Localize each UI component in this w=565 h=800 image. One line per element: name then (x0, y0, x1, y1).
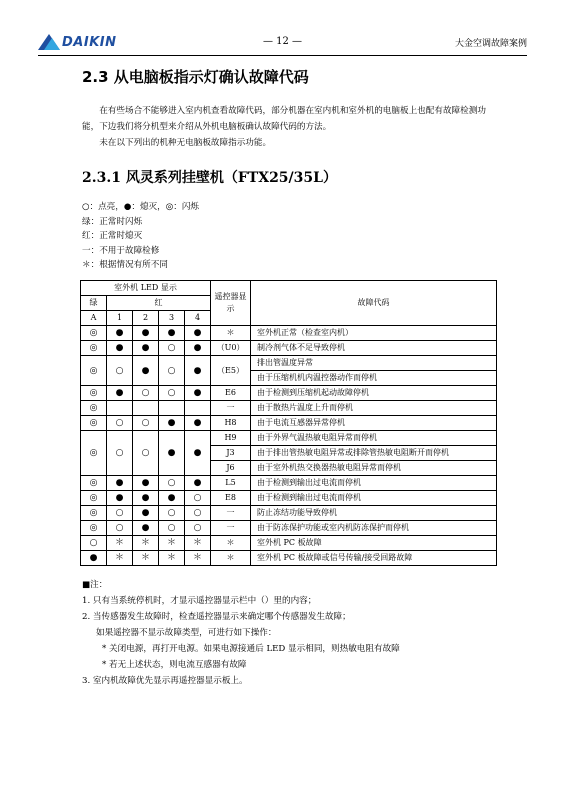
led-2: ○ (133, 386, 159, 401)
led-3 (159, 401, 185, 416)
led-3: ● (159, 491, 185, 506)
fault-description: 由于防冻保护功能或室内机防冻保护而停机 (251, 521, 497, 536)
led-2: ＊ (133, 536, 159, 551)
led-4: ○ (185, 521, 211, 536)
led-1: ● (107, 476, 133, 491)
table-row (81, 536, 497, 551)
fault-description: 由于外界气温热敏电阻异常而停机 (251, 431, 497, 446)
led-4: ● (185, 476, 211, 491)
notes-title: ■注： (82, 580, 108, 590)
led-a: ● (81, 551, 107, 566)
led-1: ○ (107, 356, 133, 386)
note-subitem: 如果遥控器不显示故障类型，可进行如下操作： (96, 628, 277, 638)
fault-description: 由于排出管热敏电阻异常或排除管热敏电阻断开而停机 (251, 446, 497, 461)
led-3: ○ (159, 386, 185, 401)
table-row (81, 416, 497, 431)
legend-line: 红：正常时熄灭 (82, 231, 143, 242)
red-header: 红 (107, 296, 211, 311)
led-1: ● (107, 386, 133, 401)
led-a: ◎ (81, 416, 107, 431)
led-4: ○ (185, 491, 211, 506)
remote-code: J3 (211, 446, 251, 461)
led-3: ○ (159, 341, 185, 356)
led-4: ● (185, 386, 211, 401)
led-a: ◎ (81, 386, 107, 401)
led-1: ○ (107, 506, 133, 521)
led-4: ＊ (185, 551, 211, 566)
section-title: 2.3 从电脑板指示灯确认故障代码 (82, 68, 309, 86)
led-3: ＊ (159, 551, 185, 566)
fault-description: 由于检测到输出过电流而停机 (251, 476, 497, 491)
led-a: ◎ (81, 326, 107, 341)
remote-code: E6 (211, 386, 251, 401)
fault-description: 排出管温度异常 (251, 356, 497, 371)
led-1: ○ (107, 521, 133, 536)
led-1: ＊ (107, 536, 133, 551)
remote-code: ＊ (211, 551, 251, 566)
note-item: 2. 当传感器发生故障时，检查遥控器显示来确定哪个传感器发生故障； (82, 612, 351, 622)
fault-description: 制冷剂气体不足导致停机 (251, 341, 497, 356)
remote-code: H8 (211, 416, 251, 431)
table-row (81, 521, 497, 536)
fault-description: 由于电流互感器异常停机 (251, 416, 497, 431)
remote-code: （U0） (211, 341, 251, 356)
remote-code: 一 (211, 401, 251, 416)
led-3: ＊ (159, 536, 185, 551)
table-row (81, 341, 497, 356)
led-a: ◎ (81, 491, 107, 506)
led-2: ● (133, 491, 159, 506)
led-a: ○ (81, 536, 107, 551)
header-rule (38, 55, 527, 56)
note-paragraph: 未在以下列出的机种无电脑板故障指示功能。 (99, 138, 272, 148)
remote-code: ＊ (211, 536, 251, 551)
intro-paragraph: 在有些场合不能够进入室内机查看故障代码，部分机器在室内机和室外机的电脑板上也配有故障检测功能，下边我们将分机型来介绍从外机电脑板确认故障代码的方法。 (82, 106, 486, 132)
led-a: ◎ (81, 521, 107, 536)
led-4: ● (185, 326, 211, 341)
legend-line: 一：不用于故障检修 (82, 245, 160, 256)
led-1 (107, 401, 133, 416)
led-3: ● (159, 326, 185, 341)
led-a: ◎ (81, 506, 107, 521)
led-2 (133, 401, 159, 416)
led-1: ● (107, 326, 133, 341)
led-1: ○ (107, 416, 133, 431)
col-a-header: A (81, 311, 107, 326)
table-row (81, 356, 497, 371)
led-3: ● (159, 431, 185, 476)
led-3: ○ (159, 356, 185, 386)
fault-description: 由于检测到输出过电流而停机 (251, 491, 497, 506)
note-item: 1. 只有当系统停机时，才显示遥控器显示栏中（）里的内容； (82, 596, 317, 606)
legend-line: ○：点亮，●：熄灭，◎：闪烁 (82, 202, 200, 212)
page-header (38, 28, 527, 56)
note-subitem: * 若无上述状态，则电流互感器有故障 (102, 660, 247, 670)
led-4: ● (185, 416, 211, 431)
logo-text: DAIKIN (62, 34, 117, 50)
remote-code: （E5） (211, 356, 251, 386)
led-a: ◎ (81, 431, 107, 476)
fault-code-table (80, 280, 497, 566)
fault-description: 室外机 PC 板故障或信号传输/接受回路故障 (251, 551, 497, 566)
led-4 (185, 401, 211, 416)
running-title: 大金空调故障案例 (454, 39, 527, 49)
led-3: ○ (159, 476, 185, 491)
led-2: ● (133, 326, 159, 341)
led-a: ◎ (81, 476, 107, 491)
col-1-header: 1 (107, 311, 133, 326)
legend-line: 绿：正常时闪烁 (82, 216, 143, 227)
fault-description: 由于检测到压缩机起动故障停机 (251, 386, 497, 401)
symbol-legend (82, 200, 199, 273)
led-2: ● (133, 341, 159, 356)
remote-header: 遥控器显示 (211, 281, 251, 326)
led-2: ● (133, 506, 159, 521)
led-1: ● (107, 491, 133, 506)
green-header: 绿 (81, 296, 107, 311)
led-4: ● (185, 341, 211, 356)
fault-description: 由于室外机热交换器热敏电阻异常而停机 (251, 461, 497, 476)
remote-code: L5 (211, 476, 251, 491)
led-2: ● (133, 356, 159, 386)
remote-code: H9 (211, 431, 251, 446)
note-item: 3. 室内机故障优先显示再遥控器显示板上。 (82, 676, 248, 686)
led-3: ● (159, 416, 185, 431)
col-3-header: 3 (159, 311, 185, 326)
led-2: ○ (133, 416, 159, 431)
fault-description: 由于散热片温度上升而停机 (251, 401, 497, 416)
table-row (81, 431, 497, 446)
table-row (81, 506, 497, 521)
table-row (81, 476, 497, 491)
fault-description: 室外机 PC 板故障 (251, 536, 497, 551)
led-3: ○ (159, 506, 185, 521)
led-2: ＊ (133, 551, 159, 566)
fault-description: 防止冻结功能导致停机 (251, 506, 497, 521)
led-a: ◎ (81, 401, 107, 416)
remote-code: J6 (211, 461, 251, 476)
led-4: ● (185, 431, 211, 476)
fault-header: 故障代码 (251, 281, 497, 326)
led-1: ○ (107, 431, 133, 476)
remote-code: 一 (211, 506, 251, 521)
led-1: ● (107, 341, 133, 356)
note-subitem: * 关闭电源，再打开电源。如果电源接通后 LED 显示相同，则热敏电阻有故障 (102, 644, 400, 654)
led-2: ● (133, 521, 159, 536)
remote-code: 一 (211, 521, 251, 536)
led-4: ＊ (185, 536, 211, 551)
col-4-header: 4 (185, 311, 211, 326)
legend-line: ＊：根据情况有所不同 (82, 260, 168, 271)
led-4: ○ (185, 506, 211, 521)
notes-section (82, 577, 400, 689)
led-group-header: 室外机 LED 显示 (81, 281, 211, 296)
led-a: ◎ (81, 341, 107, 356)
table-row (81, 401, 497, 416)
subsection-title: 2.3.1 风灵系列挂壁机（FTX25/35L） (82, 170, 337, 186)
page-number: — 12 — (262, 36, 303, 47)
fault-description: 由于压缩机机内温控器动作而停机 (251, 371, 497, 386)
table-header-row (81, 281, 497, 296)
led-1: ＊ (107, 551, 133, 566)
led-2: ○ (133, 431, 159, 476)
table-row (81, 551, 497, 566)
table-row (81, 386, 497, 401)
remote-code: E8 (211, 491, 251, 506)
fault-description: 室外机正常（检查室内机） (251, 326, 497, 341)
table-row (81, 326, 497, 341)
remote-code: ＊ (211, 326, 251, 341)
led-a: ◎ (81, 356, 107, 386)
table-row (81, 491, 497, 506)
led-4: ● (185, 356, 211, 386)
col-2-header: 2 (133, 311, 159, 326)
led-3: ○ (159, 521, 185, 536)
led-2: ● (133, 476, 159, 491)
